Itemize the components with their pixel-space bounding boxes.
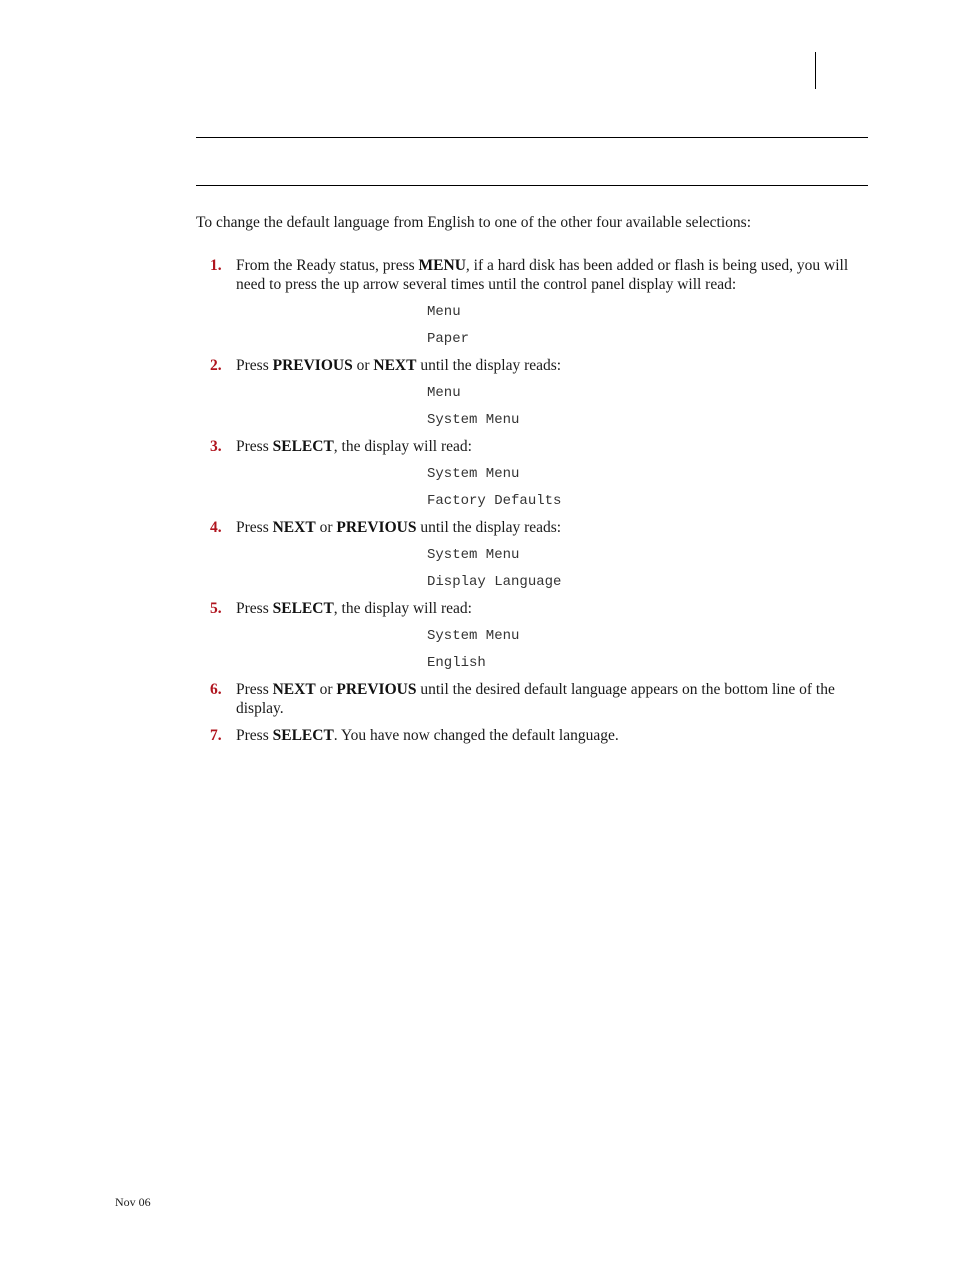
- step-number: 3.: [210, 438, 222, 455]
- display-line-top: Menu: [427, 304, 461, 320]
- step-number: 7.: [210, 727, 222, 744]
- step-text: Press: [236, 438, 273, 455]
- step-text: . You have now changed the default language.: [333, 727, 619, 744]
- key-select: SELECT: [272, 727, 334, 744]
- display-line-top: System Menu: [427, 628, 520, 644]
- step-text: , if a hard disk has been added or flash is being used, you will need to press the up arrow several times until the control panel display will read:: [236, 257, 849, 293]
- key-select: SELECT: [272, 438, 334, 455]
- display-line-top: System Menu: [427, 547, 520, 563]
- control-panel-display: [427, 384, 870, 429]
- key-next: NEXT: [373, 357, 417, 374]
- step-text: From the Ready status, press: [236, 257, 419, 274]
- display-line-bottom: Factory Defaults: [427, 493, 562, 509]
- control-panel-display: [427, 627, 870, 672]
- step-text: Press: [236, 681, 273, 698]
- header-vertical-bar: [815, 52, 816, 89]
- step-5: [210, 599, 870, 672]
- step-text: until the desired default language appears on the bottom line of the display.: [236, 681, 835, 717]
- step-text: , the display will read:: [333, 600, 472, 617]
- step-text: or: [315, 681, 337, 698]
- step-text: Press: [236, 727, 273, 744]
- step-number: 1.: [210, 257, 222, 274]
- step-7: [210, 726, 870, 745]
- step-text: until the display reads:: [416, 519, 562, 536]
- control-panel-display: [427, 546, 870, 591]
- key-previous: PREVIOUS: [272, 357, 353, 374]
- display-line-bottom: Display Language: [427, 574, 562, 590]
- key-next: NEXT: [272, 681, 316, 698]
- footer-date: Nov 06: [115, 1195, 151, 1209]
- step-text: or: [315, 519, 337, 536]
- step-1: [210, 256, 870, 348]
- step-6: [210, 680, 870, 718]
- step-2: [210, 356, 870, 429]
- step-number: 4.: [210, 519, 222, 536]
- display-line-bottom: System Menu: [427, 412, 520, 428]
- control-panel-display: [427, 465, 870, 510]
- heading-rule-top: [196, 137, 868, 138]
- display-line-bottom: Paper: [427, 331, 470, 347]
- step-text: Press: [236, 357, 273, 374]
- intro-paragraph: To change the default language from English to one of the other four available selections:: [196, 214, 752, 231]
- step-4: [210, 518, 870, 591]
- step-number: 5.: [210, 600, 222, 617]
- display-line-top: Menu: [427, 385, 461, 401]
- step-text: Press: [236, 519, 273, 536]
- key-select: SELECT: [272, 600, 334, 617]
- control-panel-display: [427, 303, 870, 348]
- key-previous: PREVIOUS: [336, 681, 417, 698]
- step-text: or: [352, 357, 374, 374]
- step-number: 2.: [210, 357, 222, 374]
- step-text: , the display will read:: [333, 438, 472, 455]
- heading-rule-bottom: [196, 185, 868, 186]
- step-3: [210, 437, 870, 510]
- display-line-top: System Menu: [427, 466, 520, 482]
- step-number: 6.: [210, 681, 222, 698]
- display-line-bottom: English: [427, 655, 486, 671]
- step-text: Press: [236, 600, 273, 617]
- key-menu: MENU: [418, 257, 466, 274]
- step-list: [210, 256, 870, 753]
- key-previous: PREVIOUS: [336, 519, 417, 536]
- step-text: until the display reads:: [416, 357, 562, 374]
- key-next: NEXT: [272, 519, 316, 536]
